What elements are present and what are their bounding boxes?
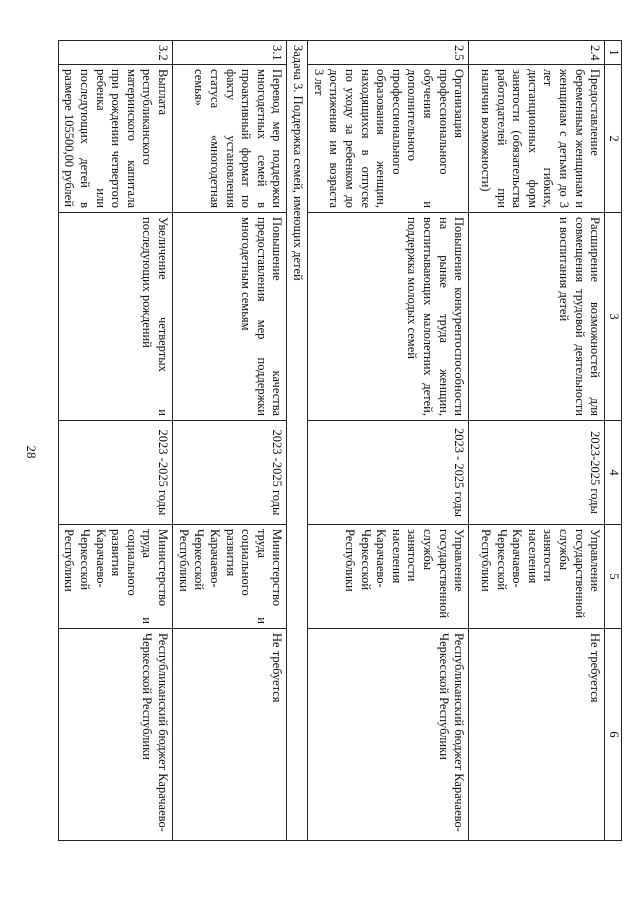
executor-cell: Министерство труда и социального развития Карачаево-Черкесской Республики <box>173 525 287 629</box>
activity-cell: Предоставление беременным женщинам и женщинам с детьми до 3 лет гибких, дистанционных форм занятости (обязательства работодателей при наличии возможности) <box>469 65 605 213</box>
result-cell: Повышение конкурентоспособности на рынке труда женщин, воспитывающих малолетних детей, поддержка молодых семей <box>308 213 469 421</box>
table-row <box>469 41 605 841</box>
table-row <box>58 41 172 841</box>
executor-cell: Управление государственной службы занятости населения Карачаево-Черкесской Республики <box>469 525 605 629</box>
header-cell: 3 <box>605 213 622 421</box>
row-number: 3.1 <box>173 41 287 65</box>
task-title: Задача 3. Поддержка семей, имеющих детей <box>287 41 308 841</box>
period-cell: 2023 -2025 годы <box>173 421 287 525</box>
executor-cell: Управление государственной службы занятости населения Карачаево-Черкесской Республики <box>308 525 469 629</box>
table-row <box>173 41 287 841</box>
header-cell: 1 <box>605 41 622 65</box>
funding-cell: Республиканский бюджет Карачаево-Черкесской Республики <box>308 629 469 841</box>
header-cell: 5 <box>605 525 622 629</box>
header-row <box>605 41 622 841</box>
row-number: 2.4 <box>469 41 605 65</box>
result-cell: Увеличение четвертых и последующих рождений <box>58 213 172 421</box>
funding-cell: Не требуется <box>173 629 287 841</box>
result-cell: Расширение возможностей для совмещения трудовой деятельности и воспитания детей <box>469 213 605 421</box>
row-number: 2.5 <box>308 41 469 65</box>
table-row <box>308 41 469 841</box>
task-row <box>287 41 308 841</box>
period-cell: 2023-2025 годы <box>469 421 605 525</box>
funding-cell: Республиканский бюджет Карачаево-Черкесской Республики <box>58 629 172 841</box>
funding-cell: Не требуется <box>469 629 605 841</box>
header-cell: 4 <box>605 421 622 525</box>
row-number: 3.2 <box>58 41 172 65</box>
result-cell: Повышение качества предоставления мер поддержки многодетным семьям <box>173 213 287 421</box>
activity-cell: Выплата республиканского материнского капитала при рождении четвертого ребенка или последующих детей в размере 105500,00 рублей <box>58 65 172 213</box>
measures-table <box>58 40 622 841</box>
activity-cell: Организация профессионального обучения и дополнительного профессионального образования женщин, находящихся в отпуске по уходу за ребенком до достижения им возраста 3 лет <box>308 65 469 213</box>
activity-cell: Перевод мер поддержки многодетных семей в проактивный формат по факту установления статуса «многодетная семья» <box>173 65 287 213</box>
page-number: 28 <box>24 445 39 459</box>
period-cell: 2023 -2025 годы <box>58 421 172 525</box>
measures-table-container <box>62 40 622 840</box>
period-cell: 2023 - 2025 годы <box>308 421 469 525</box>
executor-cell: Министерство труда и социального развития Карачаево-Черкесской Республики <box>58 525 172 629</box>
header-cell: 2 <box>605 65 622 213</box>
header-cell: 6 <box>605 629 622 841</box>
